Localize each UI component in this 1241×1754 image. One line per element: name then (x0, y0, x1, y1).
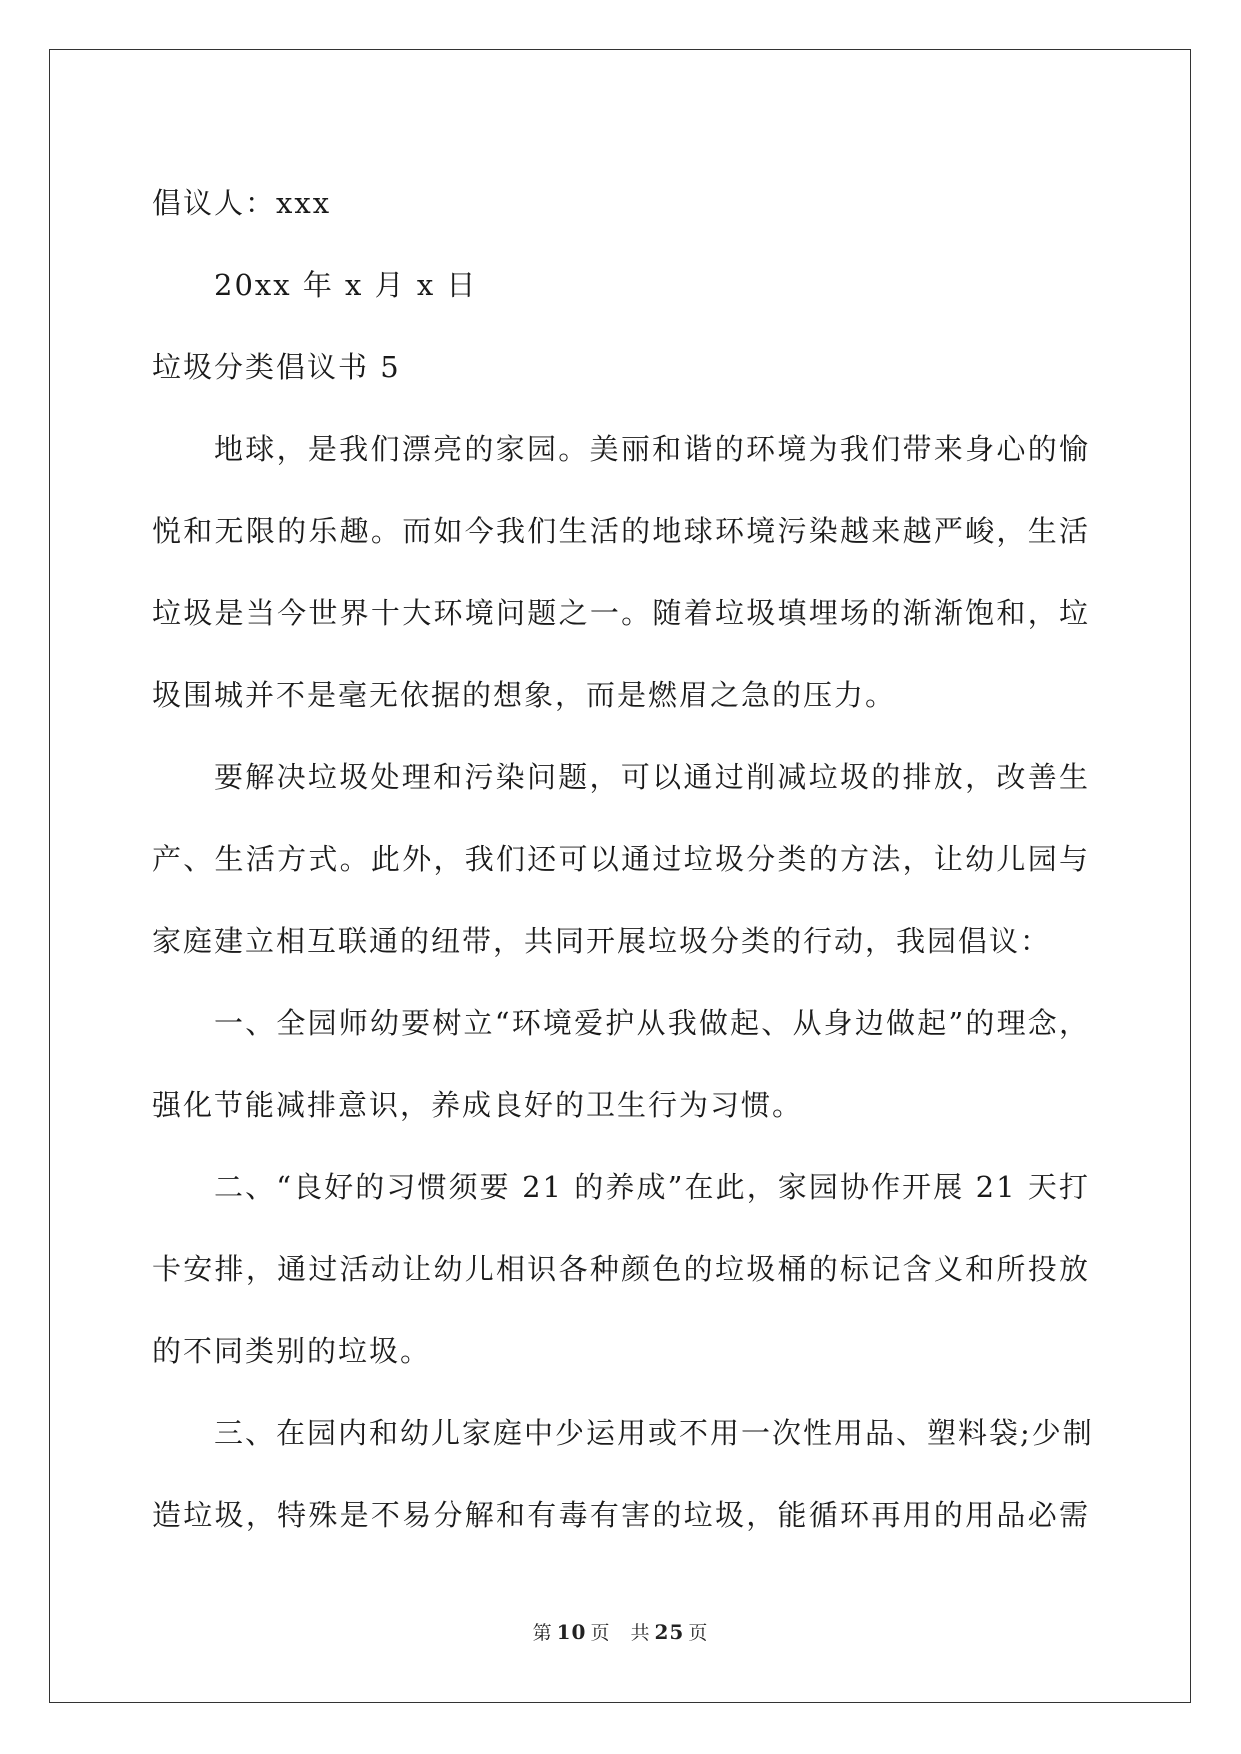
text-line: 要解决垃圾处理和污染问题，可以通过削减垃圾的排放，改善生 (214, 760, 1090, 794)
text-line: 圾围城并不是毫无依据的想象，而是燃眉之急的压力。 (152, 678, 897, 712)
total-page-number: 25 (654, 1620, 685, 1644)
text-line: 悦和无限的乐趣。而如今我们生活的地球环境污染越来越严峻，生活 (152, 514, 1090, 548)
text-line: 三、在园内和幼儿家庭中少运用或不用一次性用品、塑料袋;少制 (214, 1416, 1094, 1450)
text-line: 倡议人：xxx (152, 186, 332, 220)
text-line: 地球，是我们漂亮的家园。美丽和谐的环境为我们带来身心的愉 (214, 432, 1090, 466)
text-line: 二、“良好的习惯须要 21 的养成”在此，家园协作开展 21 天打 (214, 1170, 1090, 1204)
document-body (152, 162, 1094, 1556)
page-mid-label: 页 共 (590, 1622, 651, 1644)
text-line: 造垃圾，特殊是不易分解和有毒有害的垃圾，能循环再用的用品必需 (152, 1498, 1090, 1532)
text-line: 卡安排，通过活动让幼儿相识各种颜色的垃圾桶的标记含义和所投放 (152, 1252, 1090, 1286)
text-line: 垃圾分类倡议书 5 (152, 350, 401, 384)
current-page-number: 10 (556, 1620, 587, 1644)
page-prefix: 第 (532, 1622, 553, 1644)
text-line: 产、生活方式。此外，我们还可以通过垃圾分类的方法，让幼儿园与 (152, 842, 1090, 876)
text-line: 强化节能减排意识，养成良好的卫生行为习惯。 (152, 1088, 804, 1122)
text-line: 一、全园师幼要树立“环境爱护从我做起、从身边做起”的理念， (214, 1006, 1090, 1040)
text-line: 家庭建立相互联通的纽带，共同开展垃圾分类的行动，我园倡议： (152, 924, 1052, 958)
page-footer (0, 1618, 1241, 1645)
page-suffix: 页 (688, 1622, 709, 1644)
text-line: 垃圾是当今世界十大环境问题之一。随着垃圾填埋场的渐渐饱和，垃 (152, 596, 1090, 630)
text-line: 的不同类别的垃圾。 (152, 1334, 432, 1368)
text-line: 20xx 年 x 月 x 日 (214, 268, 478, 302)
